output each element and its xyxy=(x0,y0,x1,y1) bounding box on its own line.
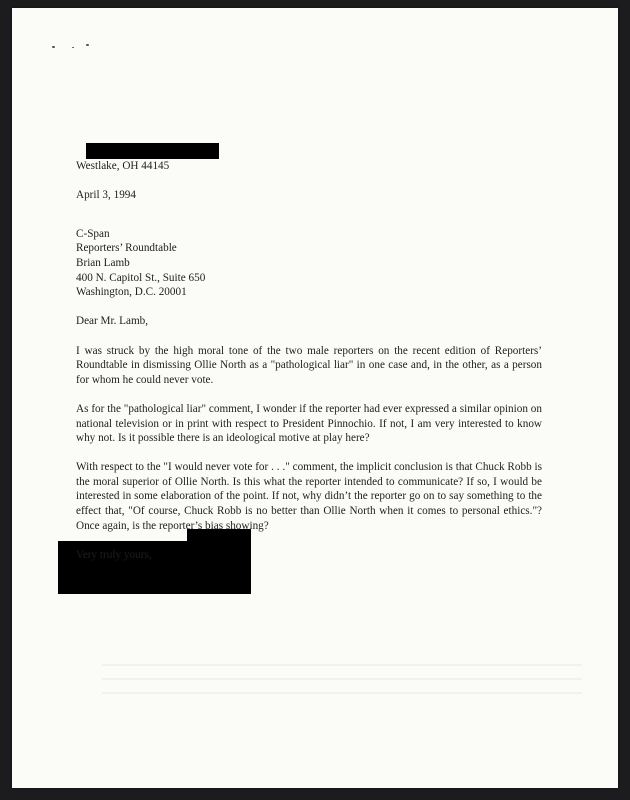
sender-address: Westlake, OH 44145 xyxy=(76,160,170,172)
body-paragraph: As for the "pathological liar" comment, I wonder if the reporter had ever expressed a similar opinion on national television or in print with respect to President Pinnochio. If not, I am very interested to know why not. Is it possible there is an ideological motive at play here? xyxy=(76,402,542,445)
recipient-line: Brian Lamb xyxy=(76,256,130,269)
letter-body xyxy=(76,155,542,562)
recipient-line: Reporters’ Roundtable xyxy=(76,242,177,255)
salutation: Dear Mr. Lamb, xyxy=(76,315,149,328)
scan-speck xyxy=(52,46,55,48)
scan-speck xyxy=(72,47,74,48)
scan-speck xyxy=(86,44,89,46)
reverse-side-bleed-through xyxy=(102,658,582,703)
letter-date: April 3, 1994 xyxy=(76,189,136,202)
recipient-address xyxy=(76,227,542,300)
recipient-line: C-Span xyxy=(76,227,110,240)
closing: Very truly yours, xyxy=(76,548,152,561)
body-paragraph: I was struck by the high moral tone of the two male reporters on the recent edition of Reporters’ Roundtable in dismissing Ollie North as a "pathological liar" in one case and, in the other, as a person for whom he could never vote. xyxy=(76,344,542,386)
body-paragraph: With respect to the "I would never vote for . . ." comment, the implicit conclusion is that Chuck Robb is the moral superior of Ollie North. Is this what the reporter intended to communicate? If so, I would be interested in some elaboration of the point. If not, why didn’t the reporter go on to say something to the effect that, "Of course, Chuck Robb is no better than Ollie North when it comes to personal ethics."? Once again, is the reporter’s bias showing? xyxy=(76,461,542,532)
recipient-line: 400 N. Capitol St., Suite 650 xyxy=(76,271,206,284)
recipient-line: Washington, D.C. 20001 xyxy=(76,286,187,299)
